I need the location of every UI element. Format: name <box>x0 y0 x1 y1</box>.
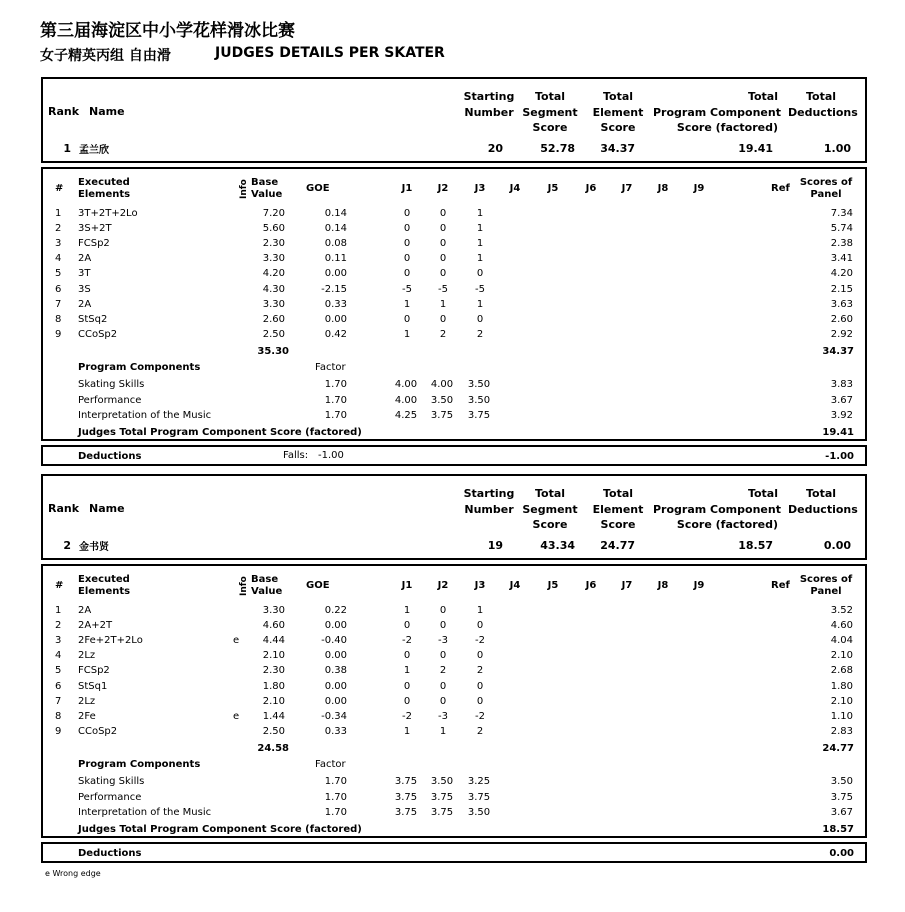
element-number: 6 <box>55 283 62 295</box>
judge-score-j1: -5 <box>402 283 412 295</box>
component-judge-j2: 3.50 <box>430 776 454 787</box>
component-factor: 1.70 <box>324 807 347 819</box>
judge-score-j3: 1 <box>476 223 484 235</box>
total-segment-score-header-line-3: Score <box>532 518 568 531</box>
judges-total-pcs-label: Judges Total Program Component Score (factored) <box>78 824 362 835</box>
judge-score-j1: 1 <box>403 725 411 737</box>
judge-score-j2: 1 <box>439 298 447 310</box>
total-deductions-header-line-1: Total <box>805 487 837 500</box>
component-judge-j3: 3.25 <box>467 776 491 787</box>
judge-header-j8: J8 <box>657 580 669 591</box>
component-judge-j1: 4.00 <box>394 394 418 406</box>
starting-number-header-line-1: Starting <box>463 90 515 103</box>
panel-header: Panel <box>810 586 842 597</box>
judge-score-j2: 0 <box>439 650 447 662</box>
element-number: 6 <box>55 680 62 692</box>
component-judge-j3: 3.75 <box>467 410 491 422</box>
element-name: 2Fe <box>78 710 96 722</box>
element-name: 3S+2T <box>78 223 112 235</box>
starting-number-header-line-1: Starting <box>463 487 515 500</box>
component-factor: 1.70 <box>324 791 347 803</box>
judge-score-j3: 0 <box>476 268 484 280</box>
element-panel-score: 2.83 <box>830 725 853 737</box>
judge-header-j7: J7 <box>621 183 633 194</box>
deductions-total: 0.00 <box>829 848 854 859</box>
component-judge-j2: 3.75 <box>430 791 454 803</box>
total-segment-score-header-line-3: Score <box>532 121 568 134</box>
category-title: 女子精英丙组 自由滑 <box>40 48 171 64</box>
element-number: 7 <box>55 298 62 310</box>
total-pcs: 18.57 <box>738 539 773 552</box>
judge-score-j1: 0 <box>403 650 411 662</box>
deductions-box <box>41 445 867 466</box>
component-judge-j3: 3.50 <box>467 379 491 390</box>
judge-score-j1: 0 <box>403 620 411 632</box>
judge-score-j1: 1 <box>403 605 411 616</box>
judge-score-j3: 0 <box>476 695 484 707</box>
info-header: Info <box>239 576 249 596</box>
judge-score-j1: 1 <box>403 328 411 340</box>
component-judge-j1: 3.75 <box>394 807 418 819</box>
judge-score-j2: 0 <box>439 238 447 250</box>
total-deductions: 0.00 <box>823 539 851 552</box>
element-base-value: 3.30 <box>262 605 285 616</box>
total-pcs-header-line-1: Total <box>747 90 778 103</box>
judge-score-j2: 0 <box>439 680 447 692</box>
judge-score-j1: -2 <box>402 710 412 722</box>
total-pcs-header-line-2: Program Component <box>653 502 781 516</box>
element-goe: 0.14 <box>324 223 347 235</box>
element-base-value: 1.44 <box>262 710 285 722</box>
elements-header: Elements <box>78 189 131 200</box>
deductions-box <box>41 842 867 863</box>
executed-header: Executed <box>78 177 130 188</box>
total-segment-score: 43.34 <box>540 539 575 552</box>
judge-header-j8: J8 <box>657 183 669 194</box>
judge-score-j2: 0 <box>439 620 447 632</box>
judge-score-j3: -2 <box>475 635 485 647</box>
elements-panel-total: 24.77 <box>822 743 854 754</box>
element-name: 2A <box>78 605 92 616</box>
goe-header: GOE <box>306 183 330 194</box>
judge-header-j3: J3 <box>474 580 486 591</box>
element-goe: -2.15 <box>321 283 347 295</box>
component-name: Performance <box>78 394 142 406</box>
total-segment-score: 52.78 <box>540 142 575 155</box>
rank-header: Rank <box>48 105 80 118</box>
element-base-value: 2.30 <box>262 665 285 677</box>
component-name: Interpretation of the Music <box>78 410 212 422</box>
goe-header: GOE <box>306 580 330 591</box>
element-goe: 0.00 <box>324 620 347 632</box>
total-element-score-header-line-2: Element <box>592 105 644 119</box>
judge-score-j2: 0 <box>439 253 447 265</box>
element-base-value: 4.60 <box>262 620 285 632</box>
judge-score-j3: 0 <box>476 313 484 325</box>
skater-summary-box <box>41 77 867 163</box>
element-goe: 0.00 <box>324 695 347 707</box>
deduction-falls-value: -1.00 <box>318 450 344 461</box>
element-name: CCoSp2 <box>78 725 118 737</box>
element-name: 3T+2T+2Lo <box>78 208 138 219</box>
element-base-value: 2.10 <box>262 650 285 662</box>
component-panel-score: 3.83 <box>830 379 853 390</box>
total-pcs: 19.41 <box>738 142 773 155</box>
element-name: 2Lz <box>78 695 96 707</box>
total-segment-score-header-line-1: Total <box>534 487 566 500</box>
elements-header: Elements <box>78 586 131 597</box>
judge-score-j1: 0 <box>403 268 411 280</box>
judge-header-j3: J3 <box>474 183 486 194</box>
judge-header-j9: J9 <box>693 580 705 591</box>
element-base-value: 3.30 <box>262 253 285 265</box>
judge-score-j2: 0 <box>439 268 447 280</box>
component-panel-score: 3.67 <box>830 807 853 819</box>
total-element-score: 24.77 <box>600 539 635 552</box>
judge-score-j1: 0 <box>403 238 411 250</box>
element-panel-score: 2.10 <box>830 695 853 707</box>
component-factor: 1.70 <box>324 379 347 390</box>
element-goe: 0.00 <box>324 313 347 325</box>
element-panel-score: 4.20 <box>830 268 853 280</box>
element-panel-score: 1.10 <box>830 710 853 722</box>
starting-number: 20 <box>487 142 503 155</box>
total-segment-score-header-line-1: Total <box>534 90 566 103</box>
element-base-value: 2.50 <box>262 328 285 340</box>
element-number: 5 <box>55 665 62 677</box>
judge-score-j1: 0 <box>403 208 411 219</box>
skater-name: 金书贤 <box>79 542 109 553</box>
competition-title: 第三届海淀区中小学花样滑冰比赛 <box>40 21 295 41</box>
judge-score-j2: 0 <box>439 313 447 325</box>
deductions-total: -1.00 <box>825 451 854 462</box>
element-number: 9 <box>55 328 62 340</box>
executed-header: Executed <box>78 574 130 585</box>
element-base-value: 2.30 <box>262 238 285 250</box>
element-panel-score: 3.41 <box>830 253 853 265</box>
element-goe: -0.40 <box>321 635 347 647</box>
total-element-score-header-line-3: Score <box>600 121 636 134</box>
component-name: Performance <box>78 791 142 803</box>
element-goe: 0.14 <box>324 208 347 219</box>
component-judge-j1: 3.75 <box>394 791 418 803</box>
element-number: 1 <box>55 208 62 219</box>
component-judge-j2: 3.50 <box>430 394 454 406</box>
deduction-falls-label: Falls: <box>283 450 309 461</box>
element-base-value: 4.44 <box>262 635 285 647</box>
element-panel-score: 2.15 <box>830 283 853 295</box>
element-name: 2Fe+2T+2Lo <box>78 635 143 647</box>
element-number: 7 <box>55 695 62 707</box>
judge-header-j6: J6 <box>585 580 597 591</box>
judge-score-j2: 0 <box>439 695 447 707</box>
element-panel-score: 3.52 <box>830 605 853 616</box>
component-judge-j1: 3.75 <box>394 776 418 787</box>
element-number: 4 <box>55 650 62 662</box>
element-info: e <box>233 635 240 647</box>
judge-score-j2: 2 <box>439 328 447 340</box>
starting-number-header-line-2: Number <box>464 502 514 516</box>
value-header: Value <box>251 586 283 597</box>
judge-score-j3: 2 <box>476 665 484 677</box>
element-panel-score: 2.60 <box>830 313 853 325</box>
element-number: 4 <box>55 253 62 265</box>
judge-score-j2: -3 <box>438 635 448 647</box>
element-base-value: 2.50 <box>262 725 285 737</box>
element-goe: 0.00 <box>324 268 347 280</box>
element-name: FCSp2 <box>78 665 110 677</box>
component-factor: 1.70 <box>324 394 347 406</box>
panel-header: Panel <box>810 189 842 200</box>
judge-score-j1: 1 <box>403 298 411 310</box>
element-goe: 0.33 <box>324 298 347 310</box>
component-panel-score: 3.67 <box>830 394 853 406</box>
total-element-score-header-line-1: Total <box>602 90 634 103</box>
judge-header-j2: J2 <box>437 580 449 591</box>
element-base-value: 3.30 <box>262 298 285 310</box>
judge-score-j3: 1 <box>476 253 484 265</box>
element-name: 3T <box>78 268 91 280</box>
element-goe: 0.08 <box>324 238 347 250</box>
element-goe: 0.00 <box>324 680 347 692</box>
total-segment-score-header-line-2: Segment <box>522 105 578 119</box>
judge-score-j3: 0 <box>476 680 484 692</box>
element-name: 2Lz <box>78 650 96 662</box>
judge-score-j2: 2 <box>439 665 447 677</box>
factor-header: Factor <box>315 362 346 373</box>
judge-header-j1: J1 <box>401 580 413 591</box>
skater-rank: 1 <box>63 142 71 155</box>
base-value-total: 35.30 <box>257 346 289 357</box>
judge-header-j4: J4 <box>509 183 521 194</box>
skater-rank: 2 <box>63 539 71 552</box>
elements-panel-total: 34.37 <box>822 346 854 357</box>
element-name: 2A <box>78 253 92 265</box>
total-deductions-header-line-2: Deductions <box>788 105 858 119</box>
component-judge-j1: 4.25 <box>394 410 418 422</box>
element-panel-score: 4.60 <box>830 620 853 632</box>
element-number: 8 <box>55 710 62 722</box>
component-name: Interpretation of the Music <box>78 807 212 819</box>
total-pcs-header-line-1: Total <box>747 487 778 500</box>
element-name: FCSp2 <box>78 238 110 250</box>
judge-header-j4: J4 <box>509 580 521 591</box>
element-number: 3 <box>55 238 62 250</box>
ref-header: Ref <box>771 183 790 194</box>
element-goe: 0.22 <box>324 605 347 616</box>
scores-of-header: Scores of <box>799 177 853 188</box>
program-components-header: Program Components <box>78 759 201 770</box>
num-header: # <box>55 580 64 591</box>
element-number: 1 <box>55 605 62 616</box>
judge-score-j2: 0 <box>439 605 447 616</box>
judge-score-j2: -5 <box>438 283 448 295</box>
element-panel-score: 2.38 <box>830 238 853 250</box>
total-deductions-header-line-2: Deductions <box>788 502 858 516</box>
element-base-value: 2.60 <box>262 313 285 325</box>
name-header: Name <box>89 502 125 515</box>
elements-box <box>41 564 867 838</box>
judges-total-pcs-label: Judges Total Program Component Score (factored) <box>78 427 362 438</box>
total-element-score-header-line-1: Total <box>602 487 634 500</box>
info-header: Info <box>239 179 249 199</box>
scores-of-header: Scores of <box>799 574 853 585</box>
element-base-value: 7.20 <box>262 208 285 219</box>
program-components-header: Program Components <box>78 362 201 373</box>
judge-header-j2: J2 <box>437 183 449 194</box>
element-number: 3 <box>55 635 62 647</box>
base-value-total: 24.58 <box>257 743 289 754</box>
component-name: Skating Skills <box>78 776 145 787</box>
rank-header: Rank <box>48 502 80 515</box>
judges-total-pcs-value: 18.57 <box>822 824 854 835</box>
name-header: Name <box>89 105 125 118</box>
component-panel-score: 3.50 <box>830 776 853 787</box>
component-judge-j1: 4.00 <box>394 379 418 390</box>
total-element-score-header-line-3: Score <box>600 518 636 531</box>
deductions-label: Deductions <box>78 848 142 859</box>
judge-score-j1: 0 <box>403 223 411 235</box>
total-deductions-header-line-1: Total <box>805 90 837 103</box>
element-name: 3S <box>78 283 91 295</box>
skater-name: 孟兰欣 <box>79 145 109 156</box>
judge-score-j3: 1 <box>476 208 484 219</box>
element-number: 9 <box>55 725 62 737</box>
element-panel-score: 1.80 <box>830 680 853 692</box>
judge-score-j1: 0 <box>403 695 411 707</box>
judge-score-j3: -5 <box>475 283 485 295</box>
total-element-score-header-line-2: Element <box>592 502 644 516</box>
judge-score-j2: 1 <box>439 725 447 737</box>
ref-header: Ref <box>771 580 790 591</box>
element-number: 5 <box>55 268 62 280</box>
judge-score-j1: -2 <box>402 635 412 647</box>
element-name: StSq1 <box>78 680 108 692</box>
judge-header-j1: J1 <box>401 183 413 194</box>
total-pcs-header-line-3: Score (factored) <box>676 518 778 531</box>
judge-score-j3: 1 <box>476 605 484 616</box>
element-name: StSq2 <box>78 313 108 325</box>
component-judge-j3: 3.75 <box>467 791 491 803</box>
component-name: Skating Skills <box>78 379 145 390</box>
elements-box <box>41 167 867 441</box>
element-name: CCoSp2 <box>78 328 118 340</box>
judge-score-j2: -3 <box>438 710 448 722</box>
element-panel-score: 2.92 <box>830 328 853 340</box>
element-goe: -0.34 <box>321 710 347 722</box>
component-panel-score: 3.75 <box>830 791 853 803</box>
element-base-value: 4.30 <box>262 283 285 295</box>
judge-header-j5: J5 <box>547 183 559 194</box>
judge-score-j1: 0 <box>403 253 411 265</box>
element-number: 2 <box>55 620 62 632</box>
factor-header: Factor <box>315 759 346 770</box>
element-goe: 0.11 <box>324 253 347 265</box>
judge-score-j3: -2 <box>475 710 485 722</box>
component-judge-j3: 3.50 <box>467 394 491 406</box>
starting-number: 19 <box>487 539 503 552</box>
element-number: 2 <box>55 223 62 235</box>
judge-score-j3: 2 <box>476 328 484 340</box>
total-deductions: 1.00 <box>823 142 851 155</box>
element-panel-score: 3.63 <box>830 298 853 310</box>
element-base-value: 1.80 <box>262 680 285 692</box>
total-pcs-header-line-3: Score (factored) <box>676 121 778 134</box>
judge-score-j1: 0 <box>403 680 411 692</box>
judge-header-j5: J5 <box>547 580 559 591</box>
judge-header-j6: J6 <box>585 183 597 194</box>
judge-score-j1: 0 <box>403 313 411 325</box>
total-segment-score-header-line-2: Segment <box>522 502 578 516</box>
base-header: Base <box>251 574 279 585</box>
judge-score-j1: 1 <box>403 665 411 677</box>
component-judge-j2: 3.75 <box>430 807 454 819</box>
element-goe: 0.42 <box>324 328 347 340</box>
judge-score-j3: 2 <box>476 725 484 737</box>
element-goe: 0.38 <box>324 665 347 677</box>
element-panel-score: 5.74 <box>830 223 853 235</box>
num-header: # <box>55 183 64 194</box>
element-base-value: 5.60 <box>262 223 285 235</box>
element-panel-score: 4.04 <box>830 635 853 647</box>
element-goe: 0.33 <box>324 725 347 737</box>
judge-score-j3: 0 <box>476 650 484 662</box>
judge-score-j2: 0 <box>439 223 447 235</box>
component-judge-j2: 4.00 <box>430 379 454 390</box>
total-pcs-header-line-2: Program Component <box>653 105 781 119</box>
footnote: e Wrong edge <box>45 869 101 878</box>
report-title: JUDGES DETAILS PER SKATER <box>215 45 445 61</box>
deductions-label: Deductions <box>78 451 142 462</box>
component-judge-j3: 3.50 <box>467 807 491 819</box>
base-header: Base <box>251 177 279 188</box>
element-base-value: 4.20 <box>262 268 285 280</box>
element-name: 2A <box>78 298 92 310</box>
skater-summary-box <box>41 474 867 560</box>
judge-score-j3: 1 <box>476 298 484 310</box>
element-name: 2A+2T <box>78 620 113 632</box>
element-panel-score: 2.68 <box>830 665 853 677</box>
starting-number-header-line-2: Number <box>464 105 514 119</box>
component-factor: 1.70 <box>324 776 347 787</box>
element-panel-score: 7.34 <box>830 208 853 219</box>
component-factor: 1.70 <box>324 410 347 422</box>
component-judge-j2: 3.75 <box>430 410 454 422</box>
element-base-value: 2.10 <box>262 695 285 707</box>
element-info: e <box>233 710 240 722</box>
element-goe: 0.00 <box>324 650 347 662</box>
judge-header-j7: J7 <box>621 580 633 591</box>
judge-score-j3: 0 <box>476 620 484 632</box>
total-element-score: 34.37 <box>600 142 635 155</box>
element-number: 8 <box>55 313 62 325</box>
element-panel-score: 2.10 <box>830 650 853 662</box>
judge-score-j2: 0 <box>439 208 447 219</box>
judges-total-pcs-value: 19.41 <box>822 427 854 438</box>
judge-score-j3: 1 <box>476 238 484 250</box>
judge-header-j9: J9 <box>693 183 705 194</box>
value-header: Value <box>251 189 283 200</box>
component-panel-score: 3.92 <box>830 410 853 422</box>
